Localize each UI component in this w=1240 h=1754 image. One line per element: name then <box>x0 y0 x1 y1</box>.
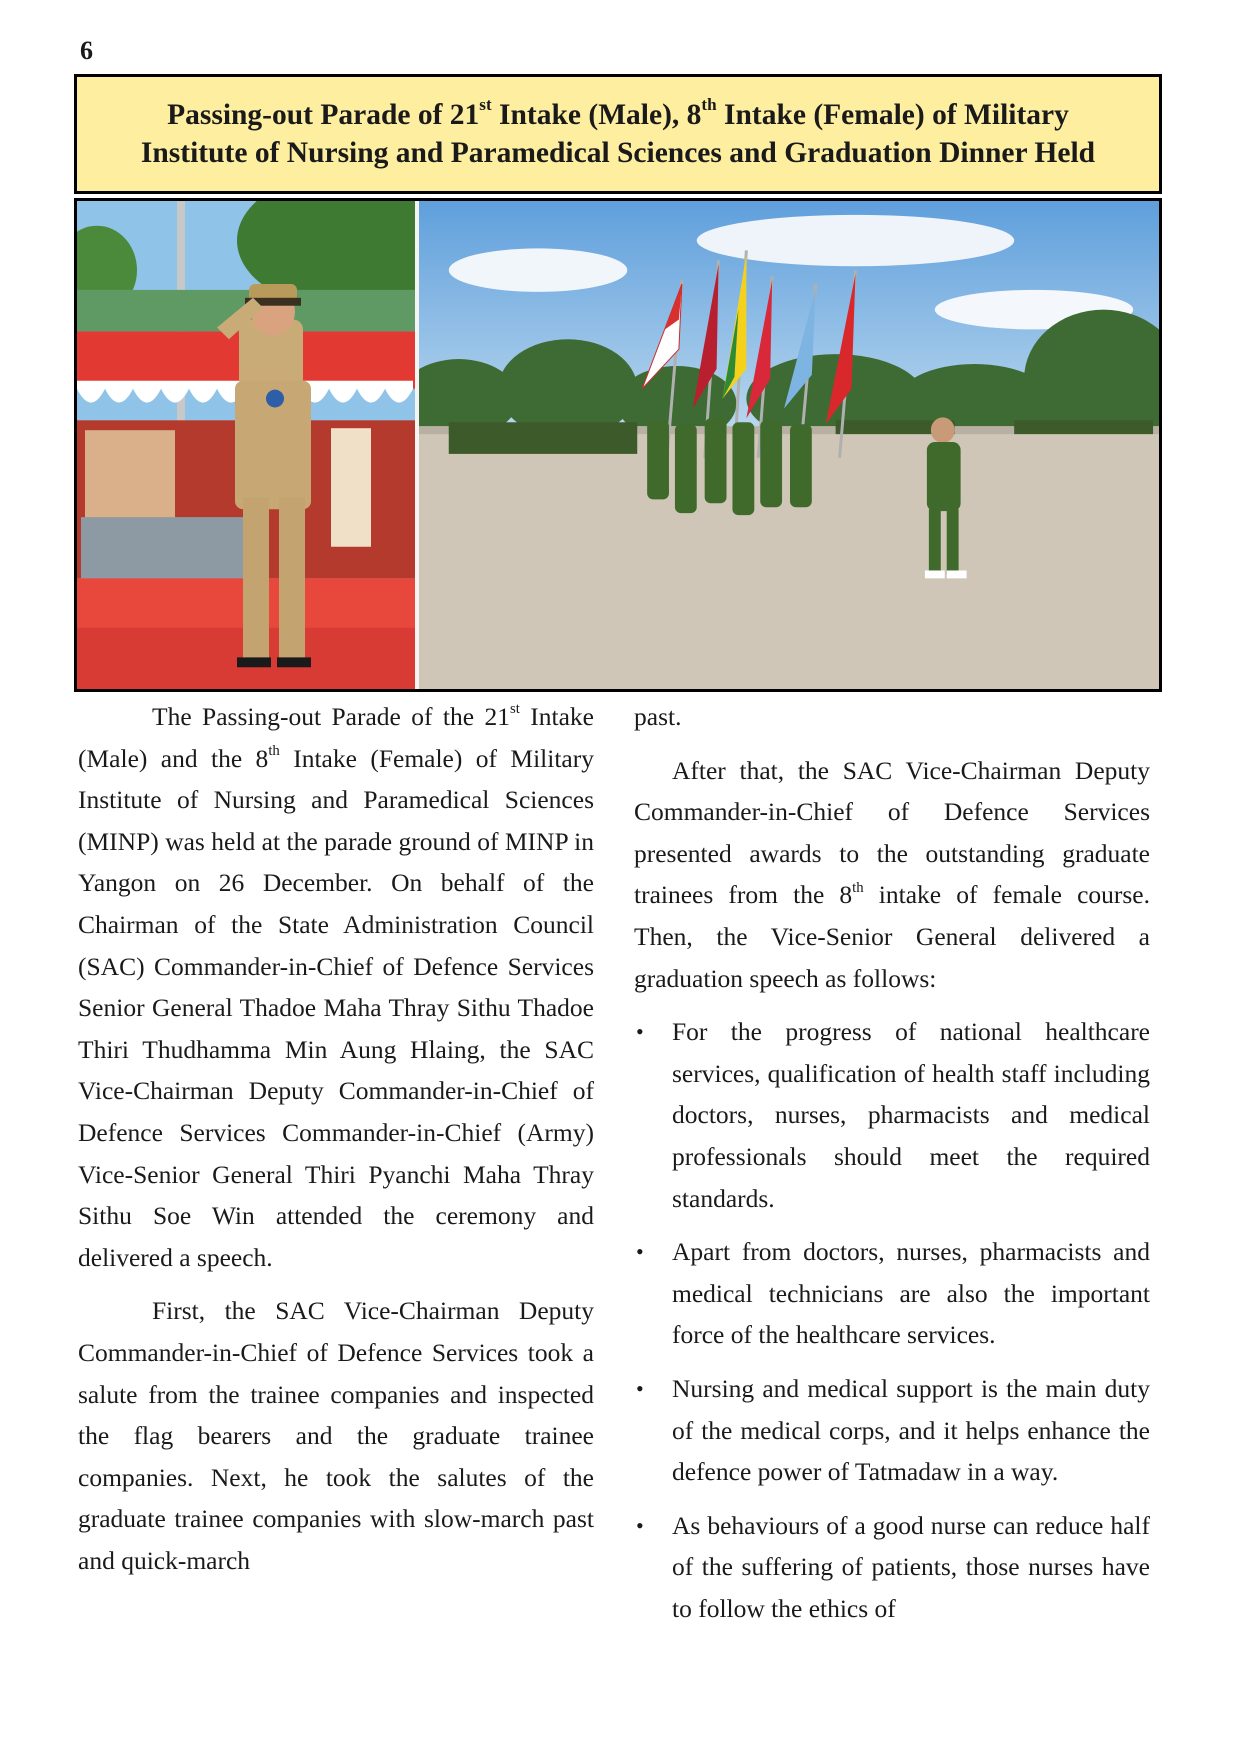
title-line-2: Institute of Nursing and Paramedical Sciences and Graduation Dinner Held <box>140 137 1096 169</box>
list-item: • As behaviours of a good nurse can reduce half of the suffering of patients, those nurses have to follow the ethics of <box>634 1505 1150 1630</box>
bullet-icon: • <box>636 1019 644 1045</box>
paragraph: First, the SAC Vice-Chairman Deputy Commander-in-Chief of Defence Services took a salute from the trainee companies and inspected the flag bearers and the graduate trainee companies. Next, he took the salutes of the graduate trainee companies with slow-march past and quick-march <box>78 1296 594 1575</box>
paragraph: After that, the SAC Vice-Chairman Deputy Commander-in-Chief of Defence Services presented awards to the outstanding graduate trainees from the 8th intake of female course. Then, the Vice-Senior General delivered a graduation speech as follows: <box>634 755 1151 993</box>
article-title <box>74 74 1162 194</box>
paragraph: past. <box>634 702 682 731</box>
bullet-icon: • <box>636 1512 644 1538</box>
list-item: • Apart from doctors, nurses, pharmacists and medical technicians are also the important force of the healthcare services. <box>634 1231 1150 1356</box>
left-column <box>78 696 594 1593</box>
right-column <box>634 696 1150 1641</box>
photo-officer-saluting <box>77 201 415 689</box>
speech-points-list <box>634 1011 1150 1629</box>
photo-parade-flag-bearers <box>419 201 1159 689</box>
paragraph: The Passing-out Parade of the 21st Intake (Male) and the 8th Intake (Female) of Military Institute of Nursing and Paramedical Sciences (MINP) was held at the parade ground of MINP in Yangon on 26 December. On behalf of the Chairman of the State Administration Council (SAC) Commander-in-Chief of Defence Services Senior General Thadoe Maha Thray Sithu Thadoe Thiri Thudhamma Min Aung Hlaing, the SAC Vice-Chairman Deputy Commander-in-Chief of Defence Services Commander-in-Chief (Army) Vice-Senior General Thiri Pyanchi Maha Thray Sithu Soe Win attended the ceremony and delivered a speech. <box>78 701 594 1272</box>
photo-frame <box>74 198 1162 692</box>
bullet-icon: • <box>636 1375 644 1401</box>
list-item: • Nursing and medical support is the main duty of the medical corps, and it helps enhance the defence power of Tatmadaw in a way. <box>634 1368 1150 1493</box>
title-line-1: Passing-out Parade of 21st Intake (Male), 8th Intake (Female) of Military <box>167 94 1069 131</box>
list-item: • For the progress of national healthcare services, qualification of health staff including doctors, nurses, pharmacists and medical professionals should meet the required standards. <box>634 1011 1150 1219</box>
page-number: 6 <box>80 36 93 65</box>
bullet-icon: • <box>636 1239 644 1265</box>
